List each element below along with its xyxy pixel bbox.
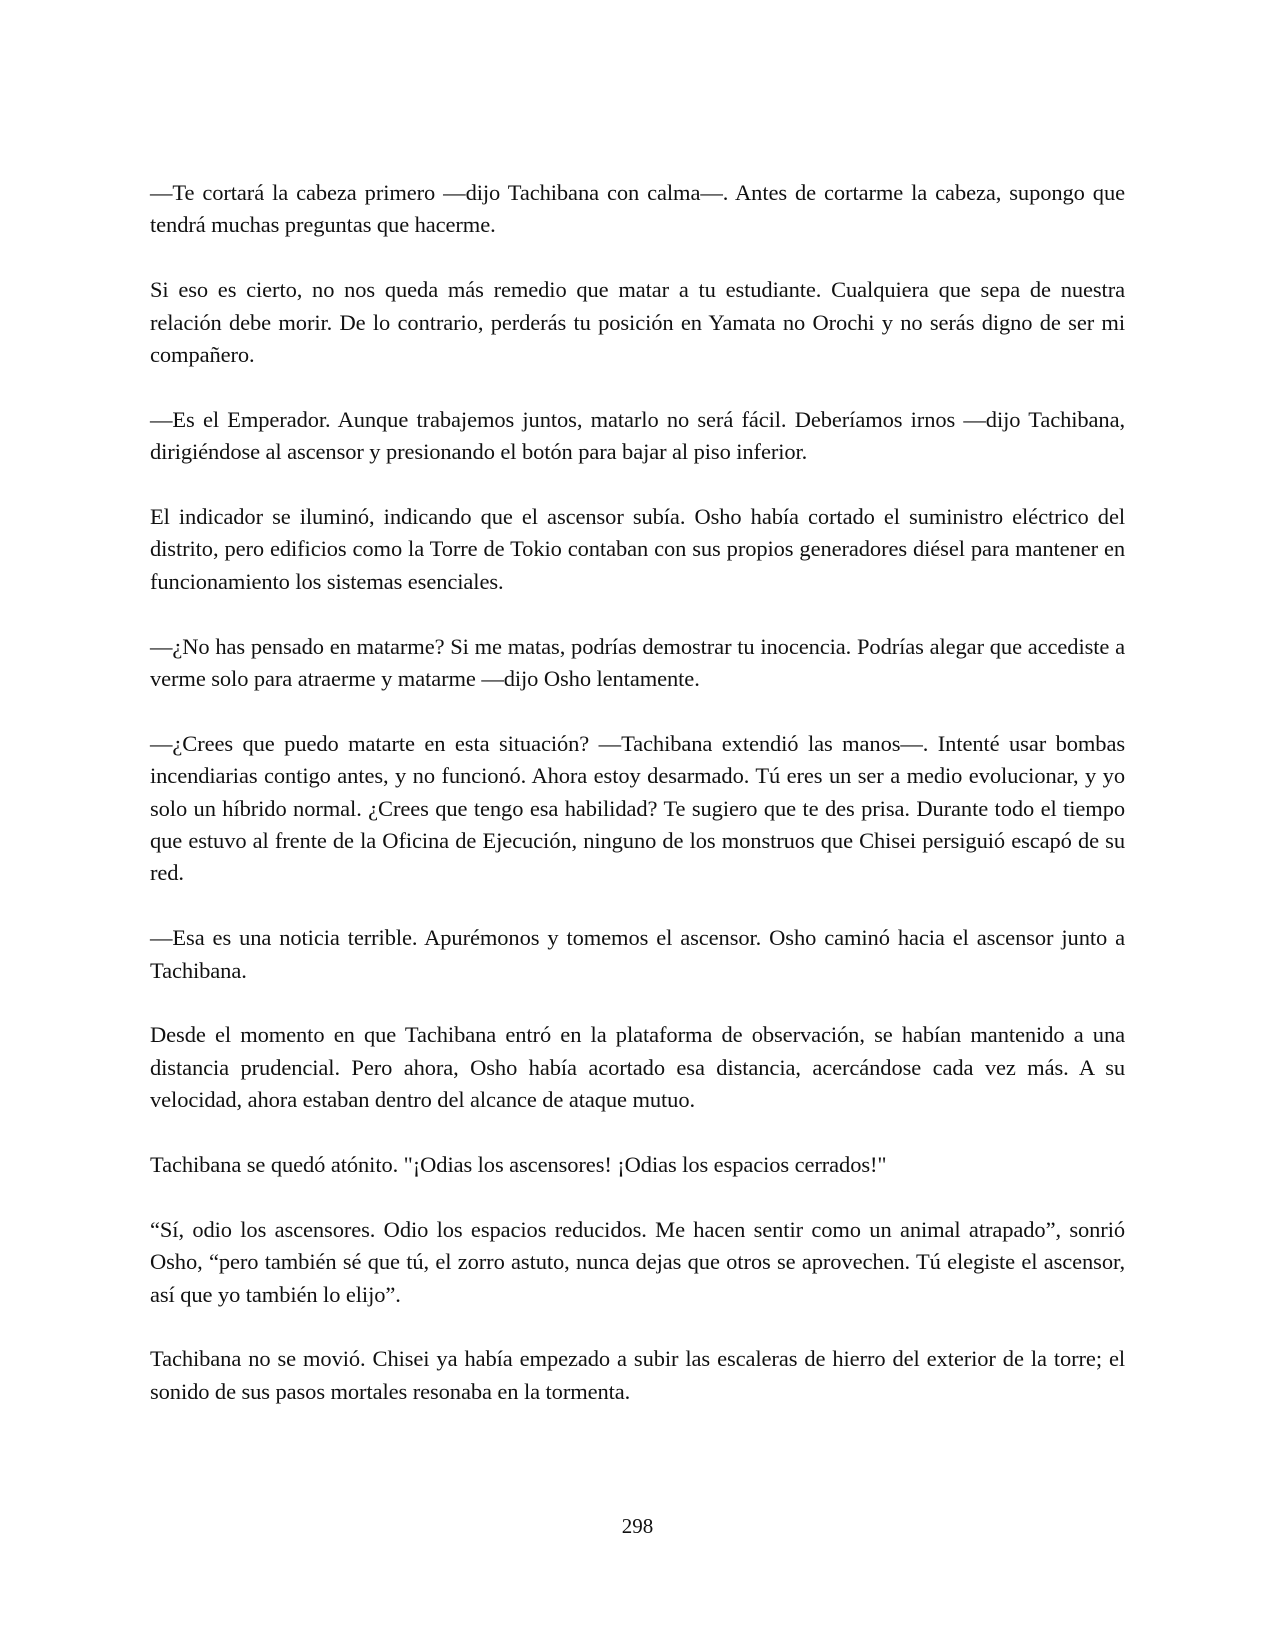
paragraph-2: Si eso es cierto, no nos queda más remedio que matar a tu estudiante. Cualquiera que sepa de nuestra relación debe morir. De lo contrario, perderás tu posición en Yamata no Orochi y no serás digno de ser mi compañero. (150, 277, 1125, 368)
paragraph-6: —¿Crees que puedo matarte en esta situación? —Tachibana extendió las manos—. Intenté usar bombas incendiarias contigo antes, y no funcionó. Ahora estoy desarmado. Tú eres un ser a medio evolucionar, y yo solo un híbrido normal. ¿Crees que tengo esa habilidad? Te sugiero que te des prisa. Durante todo el tiempo que estuvo al frente de la Oficina de Ejecución, ninguno de los monstruos que Chisei persiguió escapó de su red. (150, 730, 1125, 886)
page-number: 298 (621, 1514, 654, 1538)
paragraph-11: Tachibana no se movió. Chisei ya había empezado a subir las escaleras de hierro del exterior de la torre; el sonido de sus pasos mortales resonaba en la tormenta. (150, 1346, 1125, 1404)
paragraph-3: —Es el Emperador. Aunque trabajemos juntos, matarlo no será fácil. Deberíamos irnos —dijo Tachibana, dirigiéndose al ascensor y presionando el botón para bajar al piso inferior. (150, 406, 1125, 465)
paragraph-10: “Sí, odio los ascensores. Odio los espacios reducidos. Me hacen sentir como un animal atrapado”, sonrió Osho, “pero también sé que tú, el zorro astuto, nunca dejas que otros se aprovechen. Tú elegiste el ascensor, así que yo también lo elijo”. (150, 1216, 1125, 1307)
paragraph-7: —Esa es una noticia terrible. Apurémonos y tomemos el ascensor. Osho caminó hacia el ascensor junto a Tachibana. (150, 925, 1125, 983)
page-body (150, 177, 1125, 1441)
paragraph-5: —¿No has pensado en matarme? Si me matas, podrías demostrar tu inocencia. Podrías alegar que accediste a verme solo para atraerme y matarme —dijo Osho lentamente. (150, 633, 1125, 692)
paragraph-4: El indicador se iluminó, indicando que el ascensor subía. Osho había cortado el suministro eléctrico del distrito, pero edificios como la Torre de Tokio contaban con sus propios generadores diésel para mantener en funcionamiento los sistemas esenciales. (150, 504, 1125, 594)
paragraph-1: —Te cortará la cabeza primero —dijo Tachibana con calma—. Antes de cortarme la cabeza, supongo que tendrá muchas preguntas que hacerme. (150, 180, 1125, 238)
paragraph-9: Tachibana se quedó atónito. "¡Odias los ascensores! ¡Odias los espacios cerrados!" (150, 1152, 887, 1178)
paragraph-8: Desde el momento en que Tachibana entró en la plataforma de observación, se habían mantenido a una distancia prudencial. Pero ahora, Osho había acortado esa distancia, acercándose cada vez más. A su velocidad, ahora estaban dentro del alcance de ataque mutuo. (150, 1022, 1125, 1113)
